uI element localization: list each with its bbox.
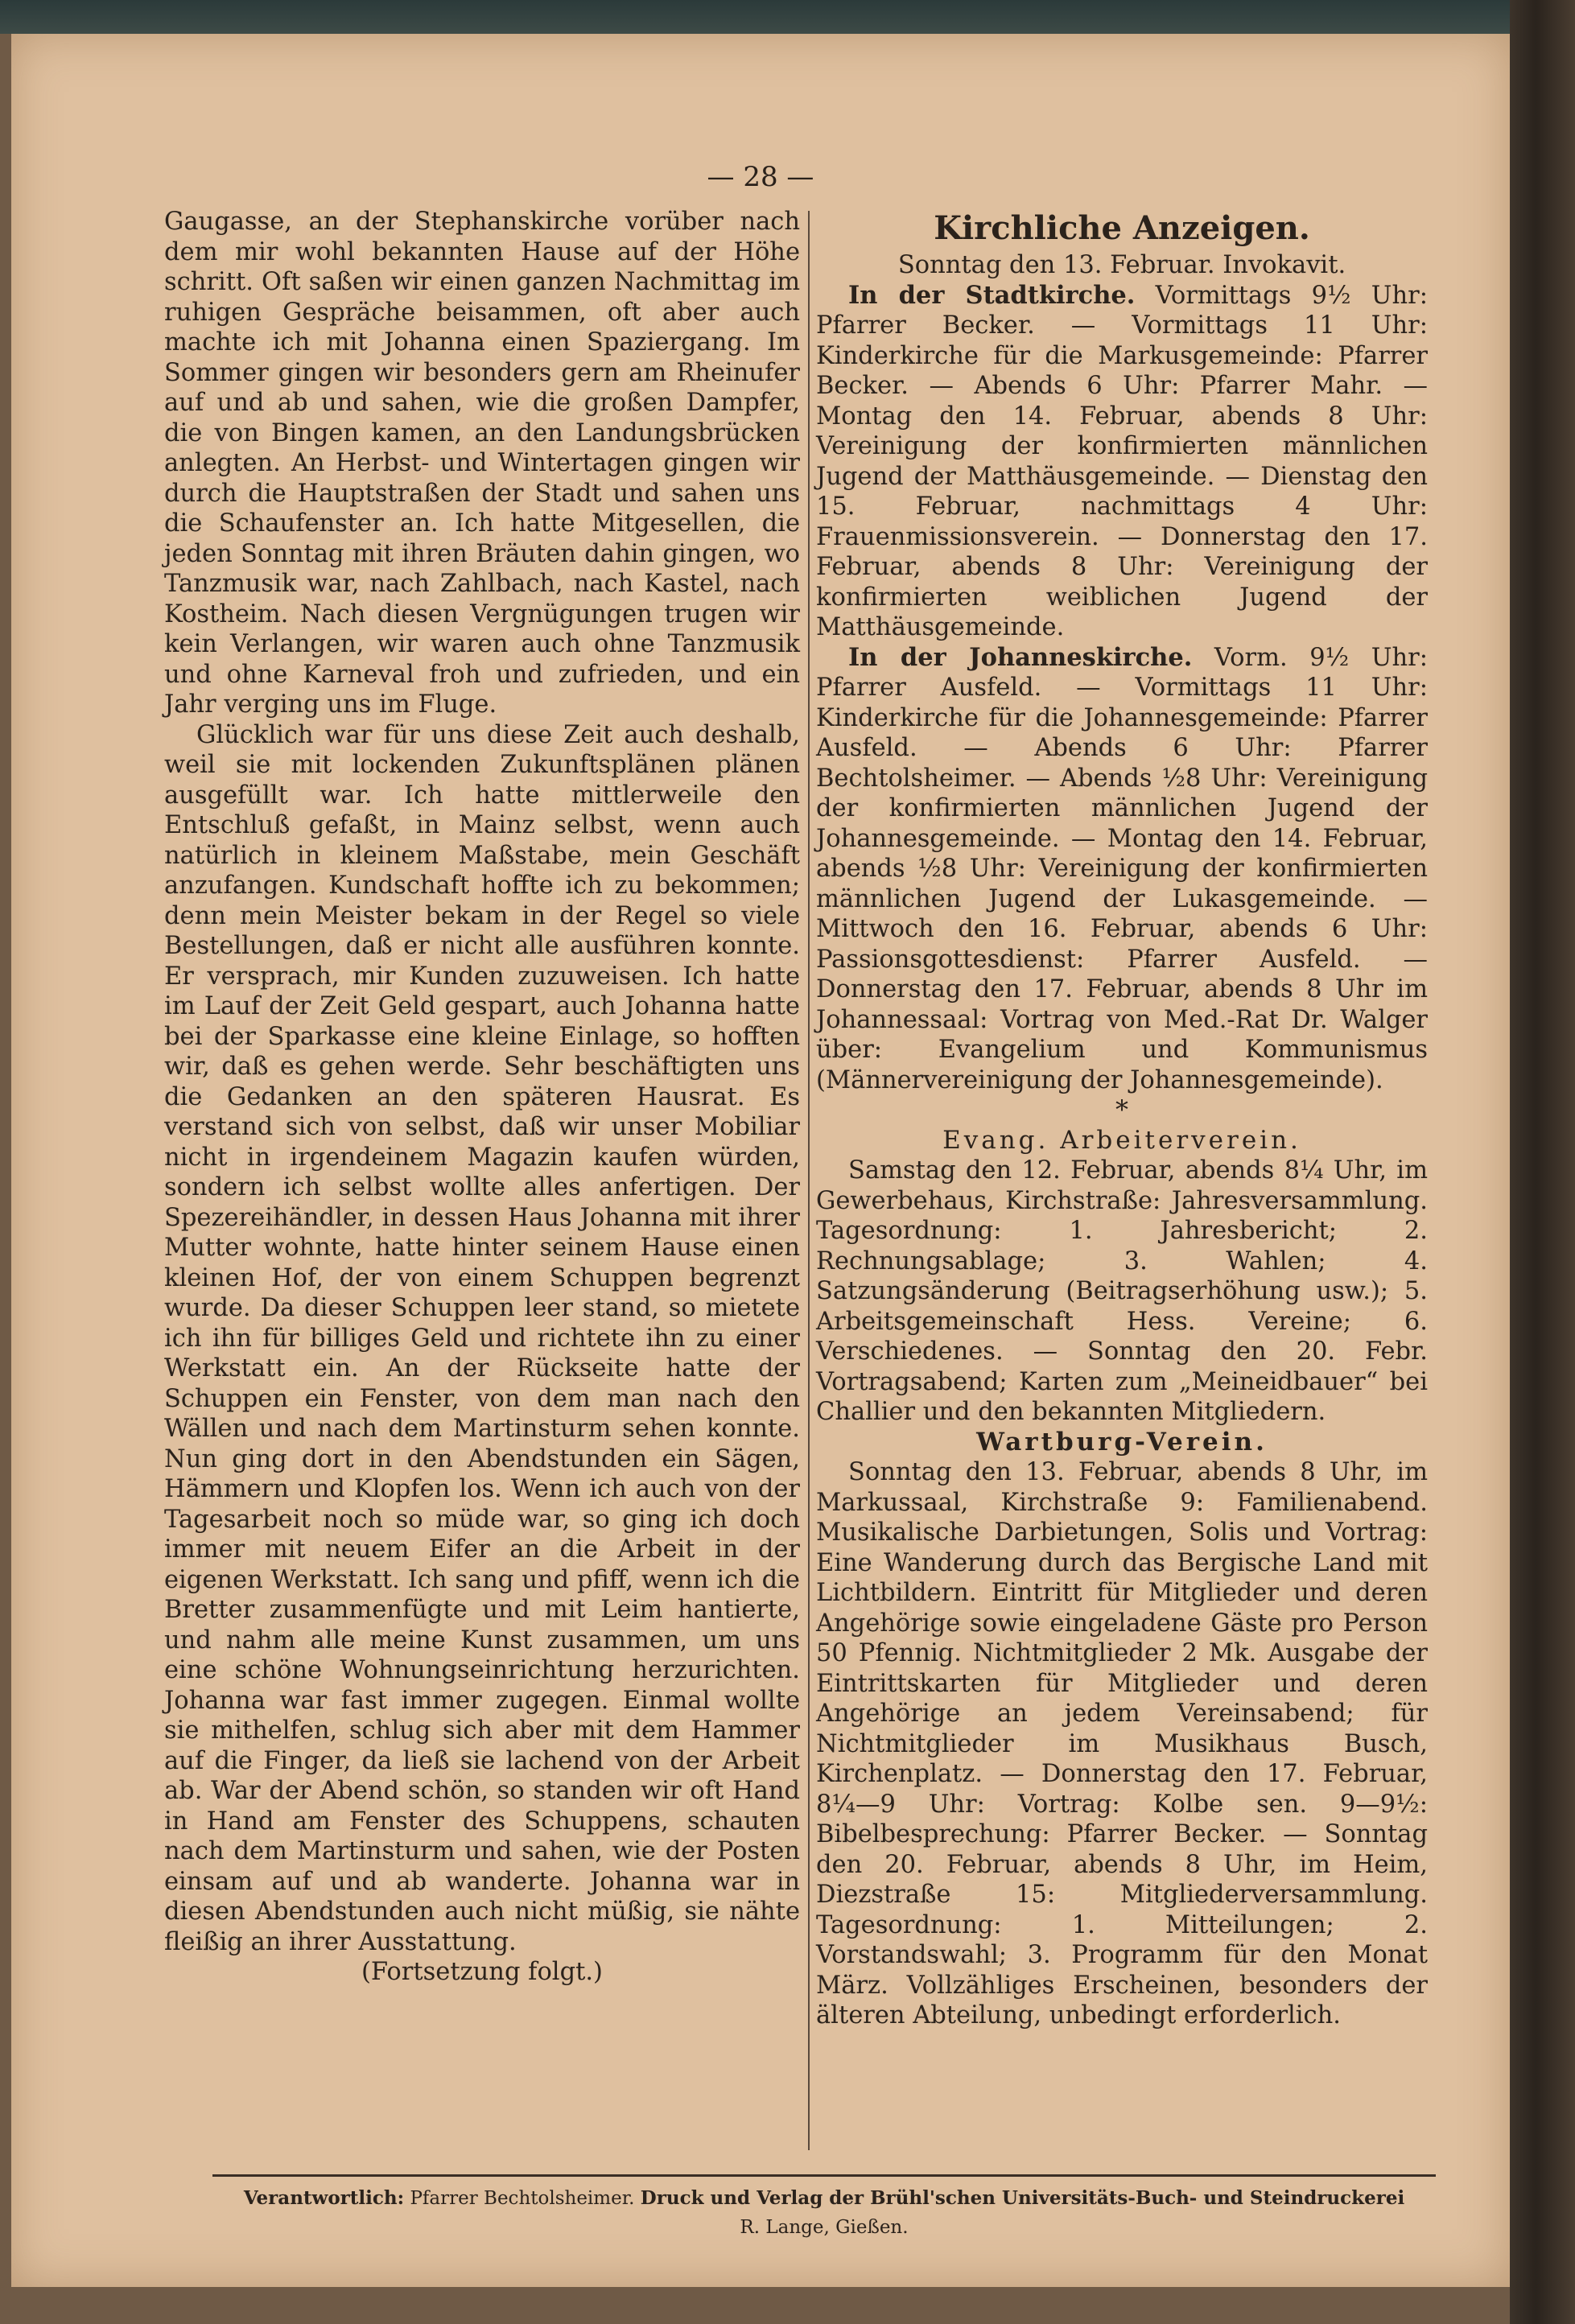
stadtkirche-notice [816, 281, 1428, 643]
section-separator: * [1115, 1094, 1128, 1125]
wartburg-text: Sonntag den 13. Februar, abends 8 Uhr, im Markussaal, Kirchstraße 9: Familienabend. Musikalische Darbietungen, Solis und Vortrag: Eine Wanderung durch das Bergische Land mit Lichtbildern. Eintritt für Mitglieder und deren Angehörige sowie eingeladene Gäste pro Person 50 Pfennig. Nichtmitglieder 2 Mk. Ausgabe der Eintrittskarten für Mitglieder und deren Angehörige an jedem Vereinsabend; für Nichtmitglieder im Musikhaus Busch, Kirchenplatz. — Donnerstag den 17. Februar, 8¼—9 Uhr: Vortrag: Kolbe sen. 9—9½: Bibelbesprechung: Pfarrer Becker. — Sonntag den 20. Februar, abends 8 Uhr, im Heim, Diezstraße 15: Mitgliederversammlung. Tagesordnung: 1. Mitteilungen; 2. Vorstandswahl; 3. Programm für den Monat März. Vollzähliges Erscheinen, besonders der älteren Abteilung, unbedingt erforderlich. [816, 1458, 1428, 2029]
imprint-line [212, 2184, 1436, 2213]
printer-name: R. Lange, Gießen. [740, 2217, 909, 2238]
stadtkirche-text: Vormittags 9½ Uhr: Pfarrer Becker. — Vormittags 11 Uhr: Kinderkirche für die Markusgemeinde: Pfarrer Becker. — Abends 6 Uhr: Pfarrer Mahr. — Montag den 14. Februar, abends 8 Uhr: Vereinigung der konfirmierten männlichen Jugend der Matthäusgemeinde. — Dienstag den 15. Februar, nachmittags 4 Uhr: Frauenmissionsverein. — Donnerstag den 17. Februar, abends 8 Uhr: Vereinigung der konfirmierten weiblichen Jugend der Matthäusgemeinde. [816, 281, 1428, 641]
print-text: Druck und Verlag der Brühl'schen Universitäts-Buch- und Steindruckerei [640, 2187, 1405, 2209]
sunday-line: Sonntag den 13. Februar. Invokavit. [897, 251, 1346, 279]
continued-note: (Fortsetzung folgt.) [361, 1958, 603, 1986]
imprint-footer [212, 2184, 1436, 2242]
footer-rule [212, 2174, 1436, 2177]
book-top-edge [0, 0, 1575, 34]
book-spine [1510, 0, 1575, 2324]
johanneskirche-text: Vorm. 9½ Uhr: Pfarrer Ausfeld. — Vormittags 11 Uhr: Kinderkirche für die Johannesgemeinde: Pfarrer Ausfeld. — Abends 6 Uhr: Pfarrer Bechtolsheimer. — Abends ½8 Uhr: Vereinigung der konfirmierten männlichen Jugend der Johannesgemeinde. — Montag den 14. Februar, abends ½8 Uhr: Vereinigung der konfirmierten männlichen Jugend der Lukasgemeinde. — Mittwoch den 16. Februar, abends 6 Uhr: Passionsgottesdienst: Pfarrer Ausfeld. — Donnerstag den 17. Februar, abends 8 Uhr im Johannessaal: Vortrag von Med.-Rat Dr. Walger über: Evangelium und Kommunismus (Männervereinigung der Johannesgemeinde). [816, 643, 1428, 1094]
serial-story-paragraph: Gaugasse, an der Stephanskirche vorüber nach dem mir wohl bekannten Hause auf der Höhe schritt. Oft saßen wir einen ganzen Nachmittag im ruhigen Gespräche beisammen, oft aber auch machte ich mit Johanna einen Spaziergang. Im Sommer gingen wir besonders gern am Rheinufer auf und ab und sahen, wie die großen Dampfer, die von Bingen kamen, an den Landungsbrücken anlegten. An Herbst- und Wintertagen gingen wir durch die Hauptstraßen der Stadt und sahen uns die Schaufenster an. Ich hatte Mitgesellen, die jeden Sonntag mit ihren Bräuten dahin gingen, wo Tanzmusik war, nach Zahlbach, nach Kastel, nach Kostheim. Nach diesen Vergnügungen trugen wir kein Verlangen, wir waren auch ohne Tanzmusik und ohne Karneval froh und zufrieden, und ein Jahr verging uns im Fluge. [164, 208, 800, 719]
wartburg-heading: Wartburg-Verein. [976, 1427, 1268, 1457]
church-notices-heading: Kirchliche Anzeigen. [934, 209, 1310, 247]
johanneskirche-notice [816, 643, 1428, 1096]
stadtkirche-label: In der Stadtkirche. [848, 280, 1136, 310]
page-number: — 28 — [707, 161, 814, 193]
left-column [164, 207, 800, 1988]
arbeiterverein-text: Samstag den 12. Februar, abends 8¼ Uhr, im Gewerbehaus, Kirchstraße: Jahresversammlung. Tagesordnung: 1. Jahresbericht; 2. Rechnungsablage; 3. Wahlen; 4. Satzungsänderung (Beitragserhöhung usw.); 5. Arbeitsgemeinschaft Hess. Vereine; 6. Verschiedenes. — Sonntag den 20. Febr. Vortragsabend; Karten zum „Meineidbauer“ bei Challier und den bekannten Mitgliedern. [816, 1156, 1428, 1426]
newspaper-page [11, 34, 1510, 2287]
responsible-label: Verantwortlich: [243, 2187, 405, 2209]
johanneskirche-label: In der Johanneskirche. [848, 642, 1193, 672]
right-column [816, 207, 1428, 2031]
serial-story-paragraph: Glücklich war für uns diese Zeit auch deshalb, weil sie mit lockenden Zukunftsplänen plänen ausgefüllt war. Ich hatte mittlerweile den Entschluß gefaßt, in Mainz selbst, wenn auch natürlich in kleinem Maßstabe, mein Geschäft anzufangen. Kundschaft hoffte ich zu bekommen; denn mein Meister bekam in der Regel so viele Bestellungen, daß er nicht alle ausführen konnte. Er versprach, mir Kunden zuzuweisen. Ich hatte im Lauf der Zeit Geld gespart, auch Johanna hatte bei der Sparkasse eine kleine Einlage, so hofften wir, daß es gehen werde. Sehr beschäftigten uns die Gedanken an den späteren Hausrat. Es verstand sich von selbst, daß wir unser Mobiliar nicht in irgendeinem Magazin kaufen würden, sondern ich selbst wollte alles anfertigen. Der Spezereihändler, in dessen Haus Johanna mit ihrer Mutter wohnte, hatte hinter seinem Hause einen kleinen Hof, der von einem Schuppen begrenzt wurde. Da dieser Schuppen leer stand, so mietete ich ihn für billiges Geld und richtete ihn zu einer Werkstatt ein. An der Rückseite hatte der Schuppen ein Fenster, von dem man nach den Wällen und nach dem Martinsturm sehen konnte. Nun ging dort in den Abendstunden ein Sägen, Hämmern und Klopfen los. Wenn ich auch von der Tagesarbeit noch so müde war, so ging ich doch immer mit neuem Eifer an die Arbeit in der eigenen Werkstatt. Ich sang und pfiff, wenn ich die Bretter zusammenfügte und mit Leim hantierte, und nahm alle meine Kunst zusammen, um uns eine schöne Wohnungseinrichtung herzurichten. Johanna war fast immer zugegen. Einmal wollte sie mithelfen, schlug sich aber mit dem Hammer auf die Finger, da ließ sie lachend von der Arbeit ab. War der Abend schön, so standen wir oft Hand in Hand am Fenster des Schuppens, schauten nach dem Martinsturm und sahen, wie der Posten einsam auf und ab wanderte. Johanna war in diesen Abendstunden auch nicht müßig, sie nähte fleißig an ihrer Ausstattung. [164, 720, 800, 1956]
arbeiterverein-heading: Evang. Arbeiterverein. [942, 1125, 1301, 1155]
responsible-name: Pfarrer Bechtolsheimer. [410, 2188, 635, 2209]
column-divider [808, 211, 810, 2150]
